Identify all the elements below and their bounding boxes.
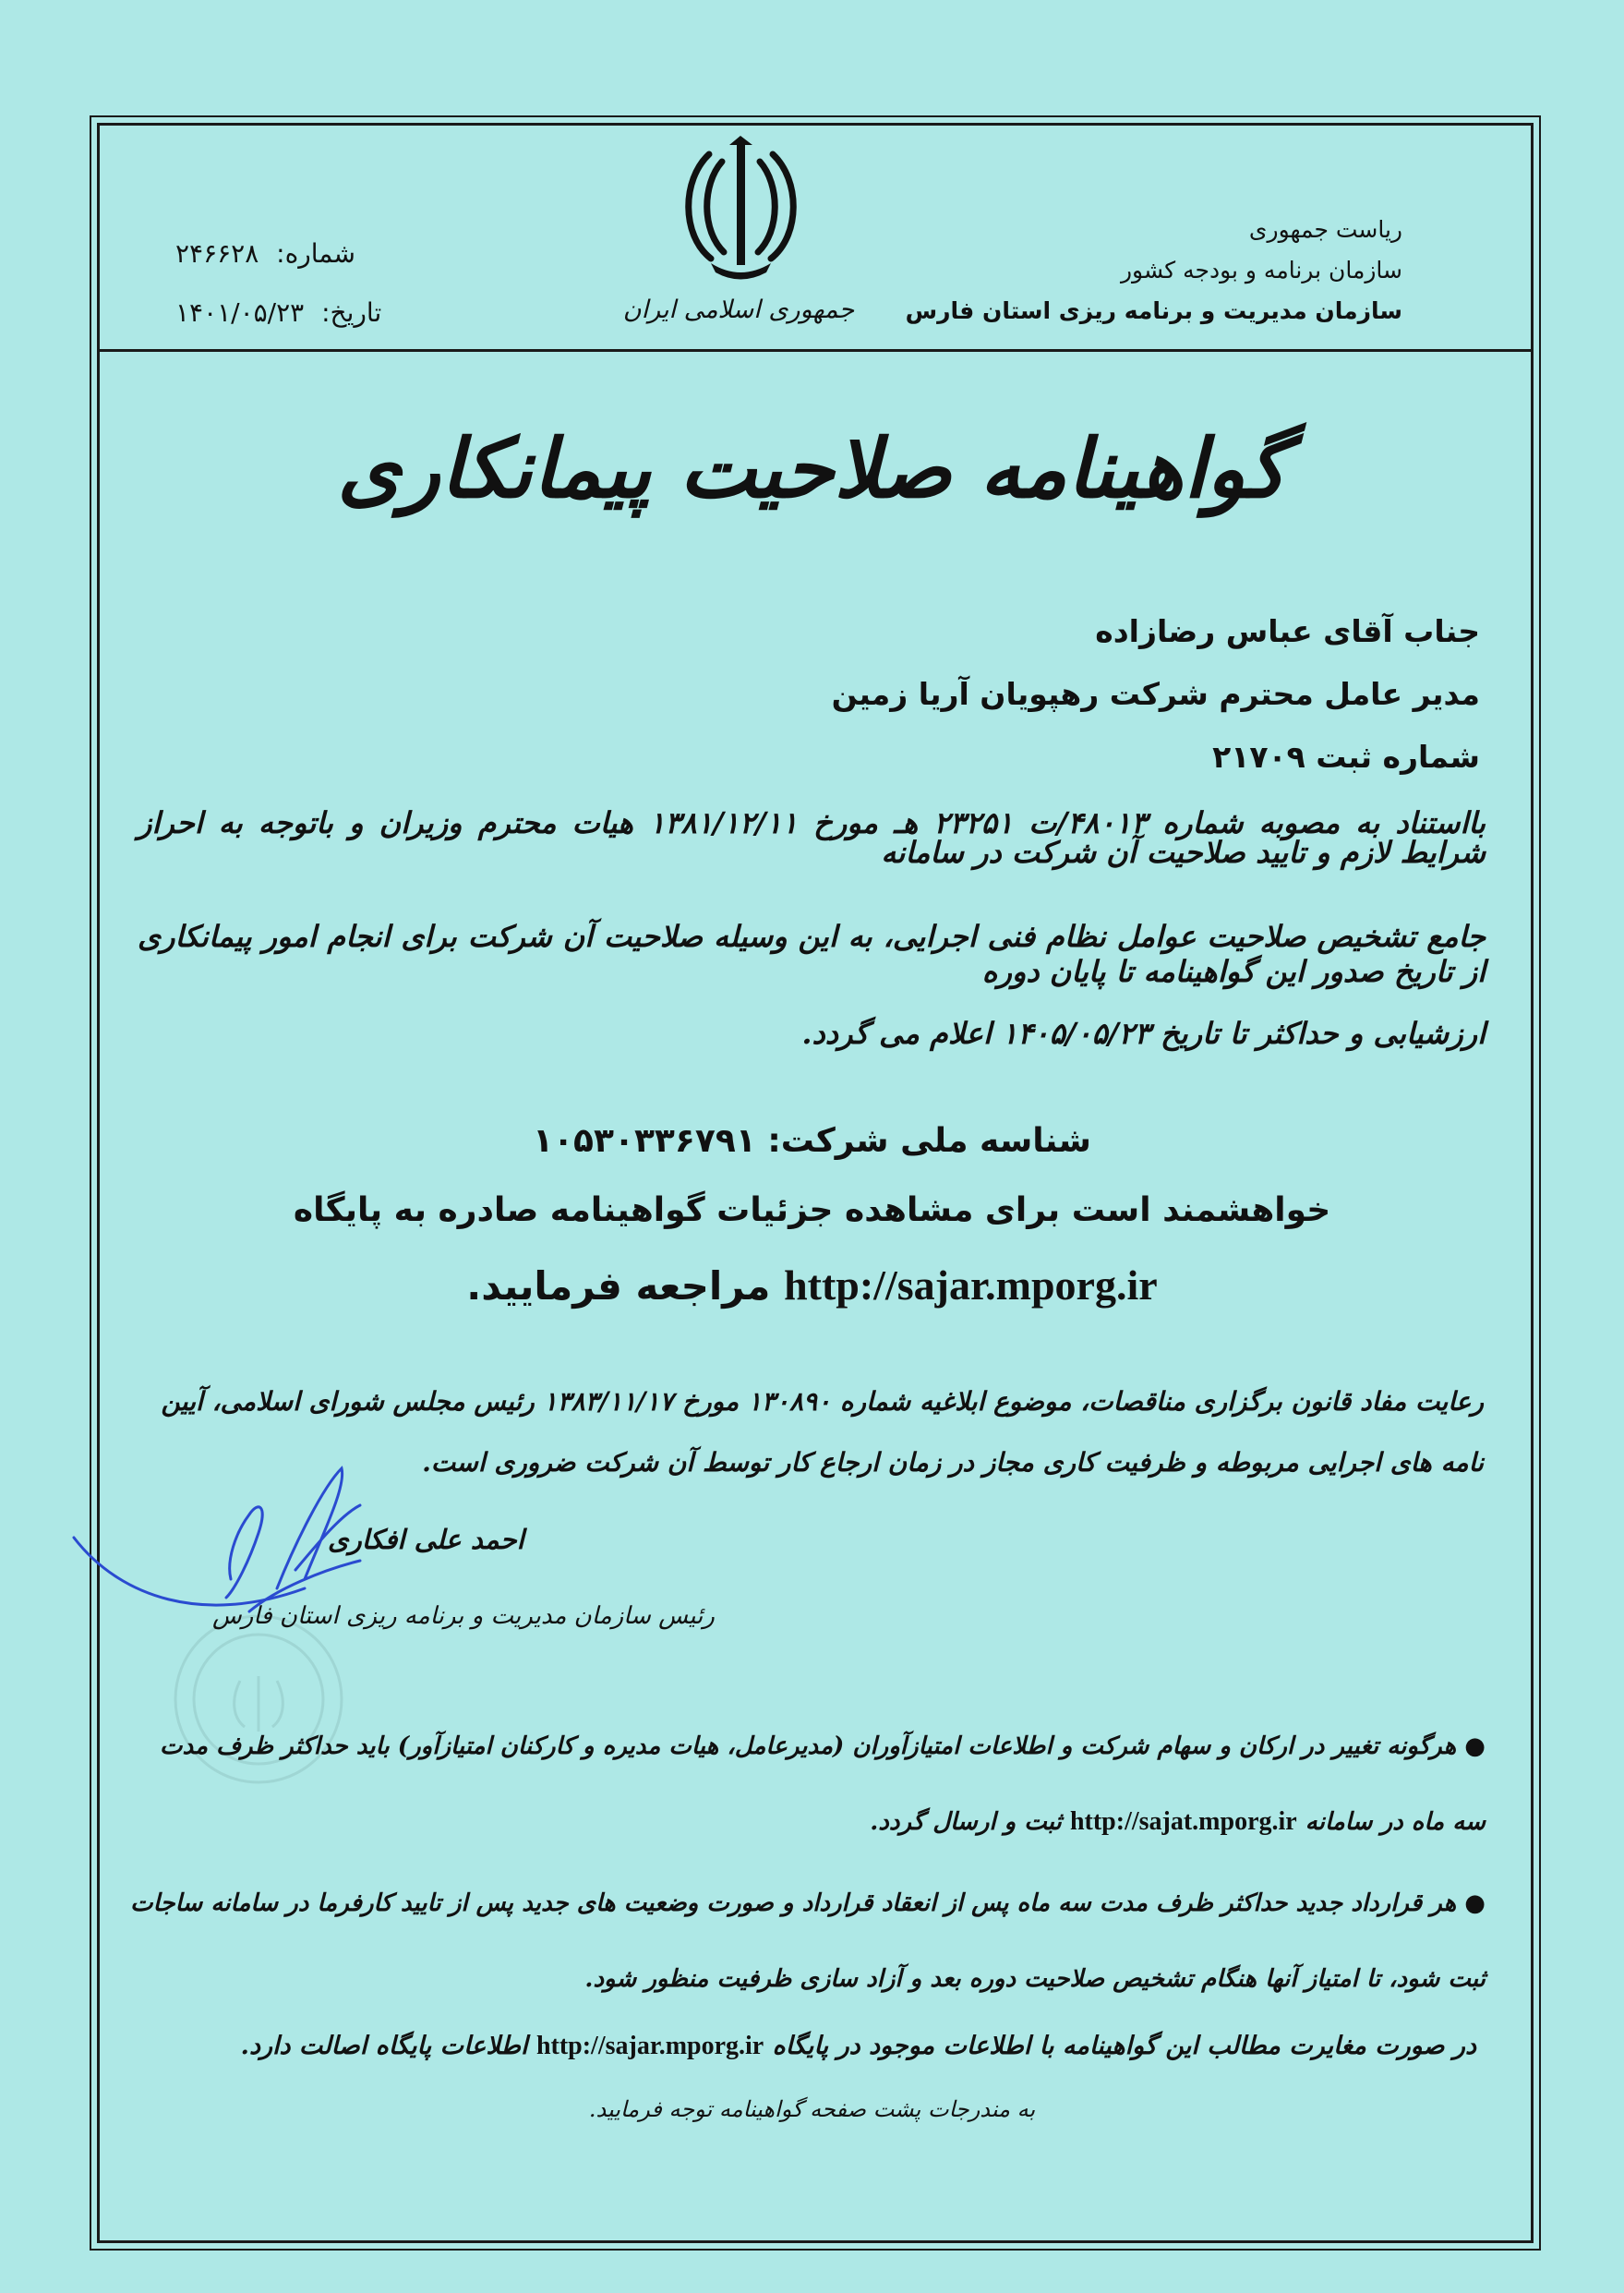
bullet-changes-text: هرگونه تغییر در ارکان و سهام شرکت و اطلاعات امتیازآوران (مدیرعامل، هیات مدیره و کارکنان امتیازآور) باید حداکثر ظرف مدت سه ماه در سامانه bbox=[160, 1732, 1486, 1836]
bullet-dot: ● bbox=[1456, 1889, 1486, 1917]
refer-text: مراجعه فرمایید. bbox=[466, 1263, 771, 1309]
footer-url[interactable]: http://sajar.mporg.ir bbox=[535, 2032, 764, 2060]
signatory-title: رئیس سازمان مدیریت و برنامه ریزی استان فارس bbox=[212, 1602, 715, 1630]
number-value: ۲۴۶۶۲۸ bbox=[175, 238, 259, 269]
body-line-3: ارزشیابی و حداکثر تا تاریخ ۱۴۰۵/۰۵/۲۳ اعلام می گردد. bbox=[801, 1016, 1486, 1051]
addressee-name: جناب آقای عباس رضازاده bbox=[1095, 613, 1480, 649]
number-label: شماره: bbox=[276, 238, 355, 269]
bullet-dot: ● bbox=[1456, 1732, 1486, 1760]
discrepancy-pre: در صورت مغایرت مطالب این گواهینامه با اطلاعات موجود در پایگاه bbox=[772, 2032, 1476, 2060]
portal-reference bbox=[0, 1261, 1624, 1309]
bullet-changes bbox=[119, 1708, 1486, 1860]
sajat-url[interactable]: http://sajat.mporg.ir bbox=[1069, 1807, 1297, 1836]
iran-emblem-icon bbox=[674, 134, 808, 282]
letter-date bbox=[175, 297, 381, 328]
portal-request: خواهشمند است برای مشاهده جزئیات گواهینامه صادره به پایگاه bbox=[293, 1191, 1331, 1229]
registration-number: شماره ثبت ۲۱۷۰۹ bbox=[1212, 739, 1480, 775]
portal-url[interactable]: http://sajar.mporg.ir bbox=[784, 1261, 1158, 1309]
body-line-1: بااستناد به مصوبه شماره ۴۸۰۱۳/ت ۲۳۲۵۱ هـ مورخ ۱۳۸۱/۱۲/۱۱ هیات محترم وزیران و باتوجه به احراز شرایط لازم و تایید صلاحیت آن شرکت در سامانه bbox=[138, 805, 1486, 870]
discrepancy-note bbox=[241, 2032, 1476, 2061]
date-label: تاریخ: bbox=[321, 297, 382, 328]
page-title: گواهینامه صلاحیت پیمانکاری bbox=[337, 420, 1287, 516]
body-line-2: جامع تشخیص صلاحیت عوامل نظام فنی اجرایی، به این وسیله صلاحیت آن شرکت برای انجام امور پیمانکاری از تاریخ صدور این گواهینامه تا پایان دوره bbox=[138, 919, 1486, 989]
org-line-province: سازمان مدیریت و برنامه ریزی استان فارس bbox=[905, 297, 1402, 324]
bullet-contracts bbox=[119, 1865, 1486, 2017]
national-id: شناسه ملی شرکت: ۱۰۵۳۰۳۳۶۷۹۱ bbox=[533, 1122, 1091, 1160]
discrepancy-post: اطلاعات پایگاه اصالت دارد. bbox=[240, 2032, 528, 2060]
header-divider bbox=[97, 349, 1534, 352]
date-value: ۱۴۰۱/۰۵/۲۳ bbox=[175, 297, 305, 328]
org-line-budget: سازمان برنامه و بودجه کشور bbox=[1120, 257, 1402, 284]
org-line-presidency: ریاست جمهوری bbox=[1248, 216, 1402, 243]
letter-number bbox=[175, 238, 355, 269]
emblem-caption: جمهوری اسلامی ایران bbox=[622, 296, 855, 324]
bullet-contracts-text: هر قرارداد جدید حداکثر ظرف مدت سه ماه پس از انعقاد قرارداد و صورت وضعیت های جدید پس از تایید کارفرما در سامانه ساجات ثبت شود، تا امتیاز آنها هنگام تشخیص صلاحیت دوره بعد و آزاد سازی ظرفیت منظور شود. bbox=[130, 1889, 1486, 1993]
back-page-note: به مندرجات پشت صفحه گواهینامه توجه فرمایید. bbox=[588, 2096, 1036, 2122]
addressee-position: مدیر عامل محترم شرکت رهپویان آریا زمین bbox=[831, 676, 1480, 712]
compliance-note: رعایت مفاد قانون برگزاری مناقصات، موضوع ابلاغیه شماره ۱۳۰۸۹۰ مورخ ۱۳۸۳/۱۱/۱۷ رئیس مجلس شورای اسلامی، آیین نامه های اجرایی مربوطه و ظرفیت کاری مجاز در زمان ارجاع کار توسط آن شرکت ضروری است. bbox=[161, 1386, 1484, 1478]
signatory-name: احمد علی افکاری bbox=[328, 1524, 524, 1555]
bullet-changes-tail: ثبت و ارسال گردد. bbox=[870, 1808, 1062, 1836]
